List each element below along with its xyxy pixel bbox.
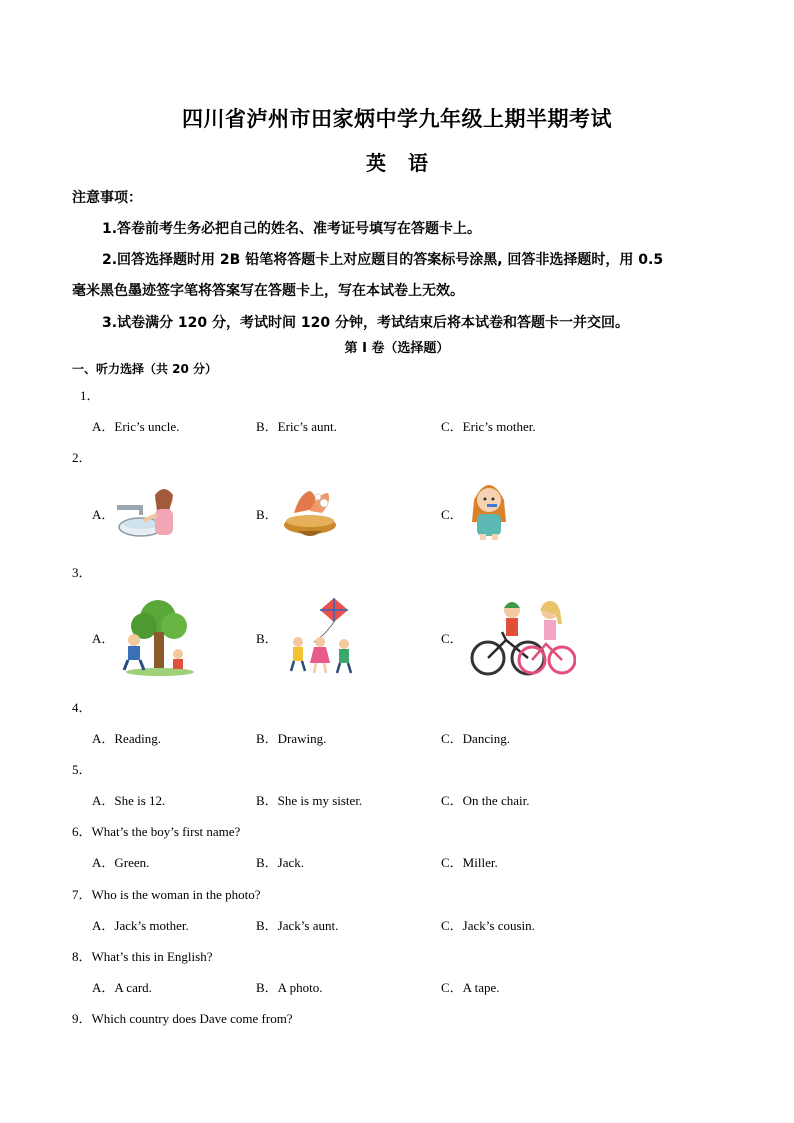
- kids-riding-bikes-picture: [466, 596, 576, 678]
- question-number: 3．: [72, 565, 92, 580]
- q5-option-a: A．She is 12.: [92, 793, 166, 808]
- q2-option-a: A．: [92, 507, 115, 522]
- section-title: 一、听力选择（共 20 分）: [72, 362, 218, 376]
- question-4: [72, 697, 92, 716]
- note-2-line-1: 2.回答选择题时用 2B 铅笔将答题卡上对应题目的答案标号涂黑, 回答非选择题时，用 0.5: [102, 252, 664, 268]
- q6-option-a: A．Green.: [92, 855, 150, 870]
- question-3: [72, 562, 92, 581]
- q4-option-a: A．Reading.: [92, 731, 161, 746]
- volume-title: 第 I 卷（选择题）: [344, 341, 450, 356]
- exam-title: 四川省泸州市田家炳中学九年级上期半期考试: [182, 107, 612, 131]
- q5-option-b: B．She is my sister.: [256, 793, 363, 808]
- question-5: [72, 759, 92, 778]
- question-8: [72, 946, 212, 965]
- q4-option-b: B．Drawing.: [256, 731, 327, 746]
- question-text: What’s the boy’s first name?: [91, 824, 241, 839]
- question-number: 4．: [72, 700, 92, 715]
- q2-option-b: B．: [256, 507, 278, 522]
- notes-heading: 注意事项：: [72, 190, 142, 206]
- subject-title: 英语: [366, 151, 450, 175]
- question-number: 7．: [72, 887, 92, 902]
- question-6: [72, 821, 240, 840]
- question-9: [72, 1008, 293, 1027]
- q6-option-c: C．Miller.: [441, 855, 498, 870]
- q6-option-b: B．Jack.: [256, 855, 305, 870]
- washing-hands-picture: [115, 483, 183, 541]
- q8-option-c: C．A tape.: [441, 980, 500, 995]
- girl-brushing-teeth-picture: [468, 478, 510, 542]
- question-7: [72, 884, 260, 903]
- question-number: 9．: [72, 1011, 92, 1026]
- question-text: Which country does Dave come from?: [91, 1011, 293, 1026]
- washing-clothes-picture: [280, 483, 340, 541]
- q1-option-a: A．Eric’s uncle.: [92, 419, 180, 434]
- q3-option-c: C．: [441, 631, 463, 646]
- question-number: 2．: [72, 450, 92, 465]
- kids-flying-kite-picture: [286, 596, 358, 678]
- question-number: 8．: [72, 949, 92, 964]
- q8-option-a: A．A card.: [92, 980, 152, 995]
- q1-option-b: B．Eric’s aunt.: [256, 419, 337, 434]
- q1-option-c: C．Eric’s mother.: [441, 419, 536, 434]
- question-number: 5．: [72, 762, 92, 777]
- question-1: [80, 385, 100, 404]
- question-2: [72, 447, 92, 466]
- q7-option-b: B．Jack’s aunt.: [256, 918, 339, 933]
- question-text: What’s this in English?: [91, 949, 213, 964]
- q7-option-c: C．Jack’s cousin.: [441, 918, 535, 933]
- note-1: 1.答卷前考生务必把自己的姓名、准考证号填写在答题卡上。: [102, 221, 482, 237]
- note-2-line-2: 毫米黑色墨迹签字笔将答案写在答题卡上，写在本试卷上无效。: [72, 283, 464, 299]
- q7-option-a: A．Jack’s mother.: [92, 918, 189, 933]
- note-3: 3.试卷满分 120 分，考试时间 120 分钟，考试结束后将本试卷和答题卡一并交回。: [102, 315, 630, 331]
- question-number: 1．: [80, 388, 100, 403]
- q5-option-c: C．On the chair.: [441, 793, 530, 808]
- question-text: Who is the woman in the photo?: [91, 887, 261, 902]
- q8-option-b: B．A photo.: [256, 980, 323, 995]
- kids-playing-hide-and-seek-picture: [120, 596, 198, 678]
- q3-option-b: B．: [256, 631, 278, 646]
- question-number: 6．: [72, 824, 92, 839]
- q2-option-c: C．: [441, 507, 463, 522]
- q3-option-a: A．: [92, 631, 115, 646]
- q4-option-c: C．Dancing.: [441, 731, 510, 746]
